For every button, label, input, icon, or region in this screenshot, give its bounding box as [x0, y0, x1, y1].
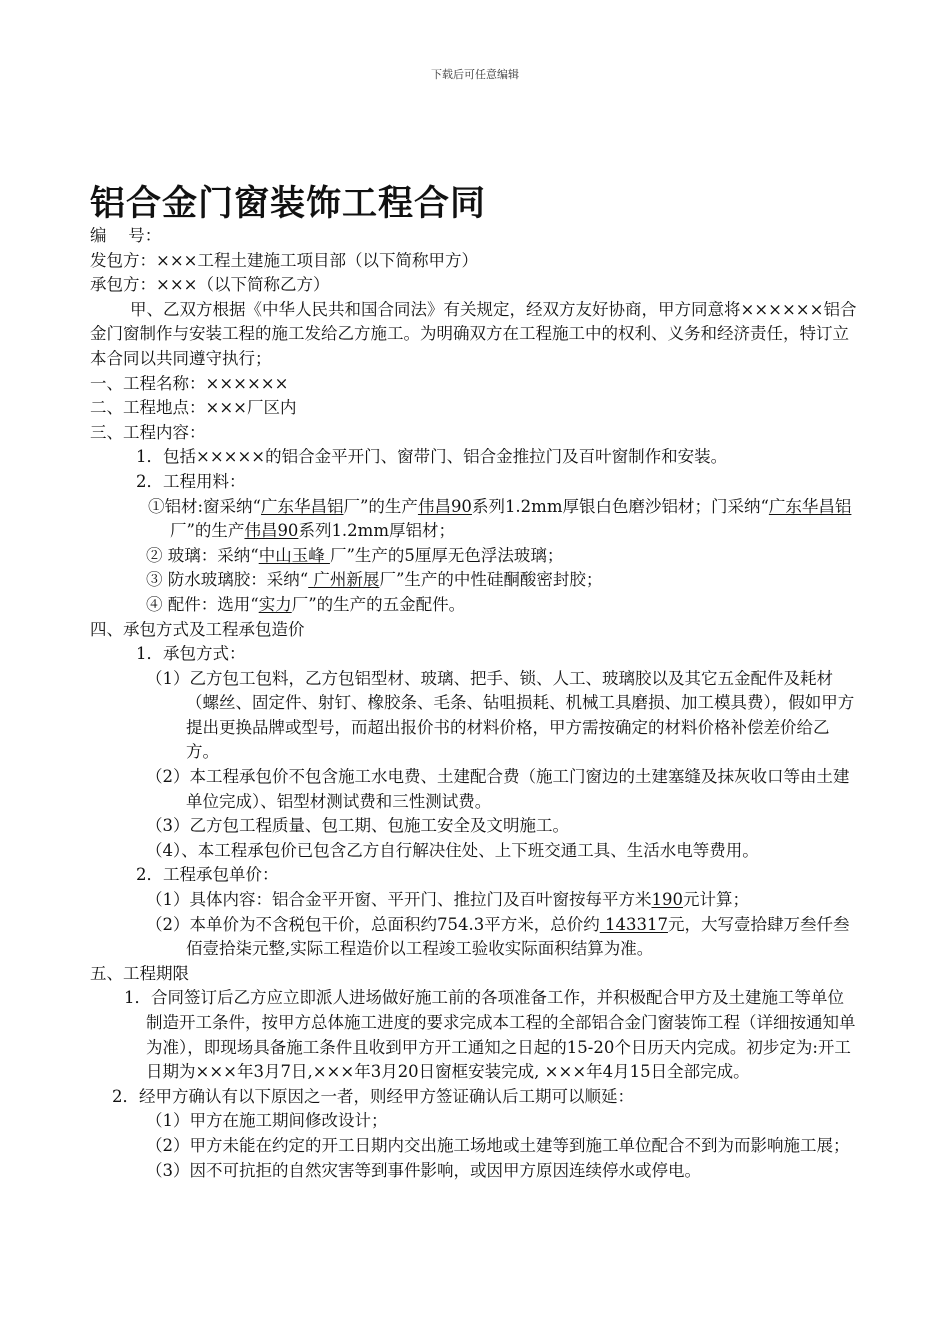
- section-4-2-1: （1）具体内容：铝合金平开窗、平开门、推拉门及百叶窗按每平方米190元计算；: [146, 890, 749, 910]
- section-5-2-1: （1）甲方在施工期间修改设计；: [146, 1111, 388, 1131]
- section-5: 五、工程期限: [90, 963, 189, 983]
- section-3-item-2: 2．工程用料：: [136, 471, 246, 491]
- page-header-note: 下载后可任意编辑: [431, 68, 519, 81]
- section-5-2: 2．经甲方确认有以下原因之一者，则经甲方签证确认后工期可以顺延：: [112, 1086, 634, 1106]
- section-5-1: 1．合同签订后乙方应立即派人进场做好施工前的各项准备工作，并积极配合甲方及土建施工等单位制造开工条件，按甲方总体施工进度的要求完成本工程的全部铝合金门窗装饰工程（详细按通知单为准），即现场具备施工条件且收到甲方开工通知之日起的15-20个日历天内完成。初步定为:开工日期为×××年3月7日,×××年3月20日窗框安装完成, ×××年4月15日全部完成。: [124, 988, 856, 1082]
- section-2: 二、工程地点：×××厂区内: [90, 398, 297, 418]
- intro-paragraph: 甲、乙双方根据《中华人民共和国合同法》有关规定，经双方友好协商，甲方同意将××××××铝合金门窗制作与安装工程的施工发给乙方施工。为明确双方在工程施工中的权利、义务和经济责任，特订立本合同以共同遵守执行；: [90, 299, 857, 368]
- section-4-1-1: （1）乙方包工包料，乙方包铝型材、玻璃、把手、锁、人工、玻璃胶以及其它五金配件及耗材（螺丝、固定件、射钉、橡胶条、毛条、钻咀损耗、机械工具磨损、加工模具费），假如甲方提出更换品牌或型号，而超出报价书的材料价格，甲方需按确定的材料价格补偿差价给乙方。: [146, 668, 855, 762]
- section-5-2-3: （3）因不可抗拒的自然灾害等到事件影响，或因甲方原因连续停水或停电。: [146, 1160, 701, 1180]
- party-a: 发包方：×××工程土建施工项目部（以下简称甲方）: [90, 250, 478, 270]
- party-b: 承包方：×××（以下简称乙方）: [90, 275, 330, 295]
- section-3: 三、工程内容：: [90, 422, 206, 442]
- section-4-1-2: （2）本工程承包价不包含施工水电费、土建配合费（施工门窗边的土建塞缝及抹灰收口等由土建单位完成）、铝型材测试费和三性测试费。: [146, 767, 850, 811]
- material-hardware: ④ 配件：选用“实力厂”的生产的五金配件。: [146, 594, 466, 614]
- section-4: 四、承包方式及工程承包造价: [90, 619, 305, 639]
- section-4-2-2: （2）本单价为不含税包干价，总面积约754.3平方米，总价约 143317元，大写壹拾肆万叁仟叁佰壹拾柒元整,实际工程造价以工程竣工验收实际面积结算为准。: [146, 914, 850, 959]
- section-5-2-2: （2）甲方未能在约定的开工日期内交出施工场地或土建等到施工单位配合不到为而影响施工展；: [146, 1135, 850, 1155]
- section-3-item-1: 1．包括×××××的铝合金平开门、窗带门、铝合金推拉门及百叶窗制作和安装。: [136, 447, 728, 467]
- contract-number: 编 号：: [90, 226, 162, 245]
- section-4-1: 1．承包方式：: [136, 644, 246, 664]
- material-sealant: ③ 防水玻璃胶：采纳“ 广州新展厂”生产的中性硅酮酸密封胶；: [146, 570, 603, 590]
- material-glass: ② 玻璃：采纳“中山玉峰 厂”生产的5厘厚无色浮法玻璃；: [146, 545, 564, 565]
- material-aluminum: ①铝材:窗采纳“广东华昌铝厂”的生产伟昌90系列1.2mm厚银白色磨沙铝材；门采纳“广东华昌铝厂”的生产伟昌90系列1.2mm厚铝材；: [148, 496, 852, 541]
- section-1: 一、工程名称：××××××: [90, 373, 289, 393]
- section-4-2: 2．工程承包单价：: [136, 865, 279, 885]
- contract-title: 铝合金门窗装饰工程合同: [90, 184, 487, 224]
- section-4-1-4: （4）、本工程承包价已包含乙方自行解决住处、上下班交通工具、生活水电等费用。: [146, 840, 759, 860]
- section-4-1-3: （3）乙方包工程质量、包工期、包施工安全及文明施工。: [146, 816, 569, 836]
- contract-body: [90, 224, 860, 1183]
